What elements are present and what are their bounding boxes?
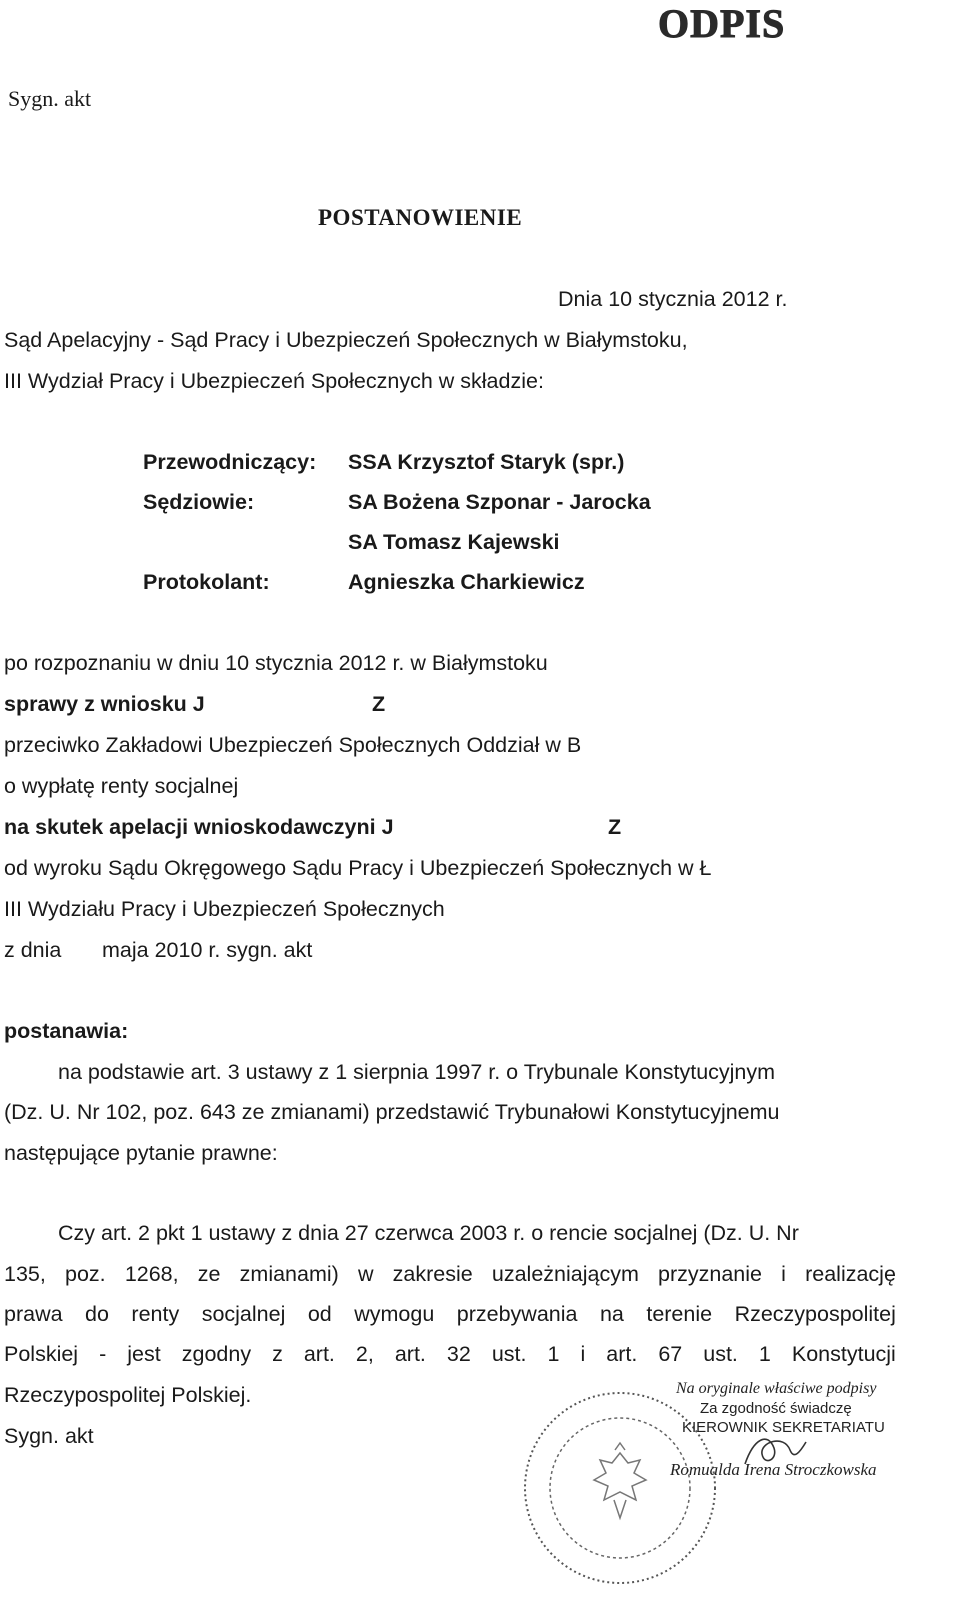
appeal-initial: Z [608, 815, 622, 839]
clerk-name: Agnieszka Charkiewicz [348, 570, 585, 594]
judge-1-name: SA Bożena Szponar - Jarocka [348, 490, 651, 514]
appeal-line: na skutek apelacji wnioskodawczyni J [4, 815, 394, 839]
application-initial: Z [372, 692, 386, 716]
certification-office: KIEROWNIK SEKRETARIATU [682, 1419, 885, 1436]
chair-name: SSA Krzysztof Staryk (spr.) [348, 450, 625, 474]
judgment-division-line: III Wydziału Pracy i Ubezpieczeń Społecznych [4, 897, 445, 921]
respondent-line: przeciwko Zakładowi Ubezpieczeń Społecznych Oddział w B [4, 733, 582, 757]
question-line-1: Czy art. 2 pkt 1 ustawy z dnia 27 czerwca 2003 r. o rencie socjalnej (Dz. U. Nr [58, 1221, 799, 1245]
footer-signature-label: Sygn. akt [4, 1424, 94, 1448]
chair-label: Przewodniczący: [143, 450, 317, 474]
odpis-stamp: ODPIS [658, 1, 786, 46]
court-seal-stamp [520, 1388, 720, 1588]
certification-original: Na oryginale właściwe podpisy [676, 1380, 877, 1397]
case-signature-label: Sygn. akt [8, 86, 92, 111]
application-line: sprawy z wniosku J [4, 692, 205, 716]
judgment-date-prefix: z dnia [4, 938, 62, 962]
decision-date: Dnia 10 stycznia 2012 r. [558, 287, 788, 311]
question-line-5: Rzeczypospolitej Polskiej. [4, 1383, 252, 1407]
judge-2-name: SA Tomasz Kajewski [348, 530, 560, 554]
question-line-3: prawa do renty socjalnej od wymogu przebywania na terenie Rzeczypospolitej [4, 1302, 896, 1326]
subject-line: o wypłatę renty socjalnej [4, 774, 239, 798]
eagle-emblem-icon [594, 1443, 646, 1518]
decision-basis-line: na podstawie art. 3 ustawy z 1 sierpnia 1997 r. o Trybunale Konstytucyjnym [58, 1060, 776, 1084]
document-title: POSTANOWIENIE [318, 205, 523, 230]
judges-label: Sędziowie: [143, 490, 255, 514]
question-line-4: Polskiej - jest zgodny z art. 2, art. 32 ust. 1 i art. 67 ust. 1 Konstytucji [4, 1342, 896, 1366]
certification-compliance: Za zgodność świadczę [700, 1400, 852, 1417]
decision-journal-line: (Dz. U. Nr 102, poz. 643 ze zmianami) przedstawić Trybunałowi Konstytucyjnemu [4, 1100, 780, 1124]
clerk-label: Protokolant: [143, 570, 270, 594]
question-line-2: 135, poz. 1268, ze zmianami) w zakresie uzależniającym przyznanie i realizację [4, 1262, 896, 1286]
court-division: III Wydział Pracy i Ubezpieczeń Społecznych w składzie: [4, 369, 544, 393]
certification-signatory: Romualda Irena Stroczkowska [670, 1460, 877, 1479]
decision-question-intro: następujące pytanie prawne: [4, 1141, 278, 1165]
decision-label: postanawia: [4, 1019, 129, 1043]
judgment-date-line: maja 2010 r. sygn. akt [102, 938, 313, 962]
court-name: Sąd Apelacyjny - Sąd Pracy i Ubezpieczeń Społecznych w Białymstoku, [4, 328, 688, 352]
hearing-line: po rozpoznaniu w dniu 10 stycznia 2012 r. w Białymstoku [4, 651, 548, 675]
judgment-court-line: od wyroku Sądu Okręgowego Sądu Pracy i Ubezpieczeń Społecznych w Ł [4, 856, 712, 880]
